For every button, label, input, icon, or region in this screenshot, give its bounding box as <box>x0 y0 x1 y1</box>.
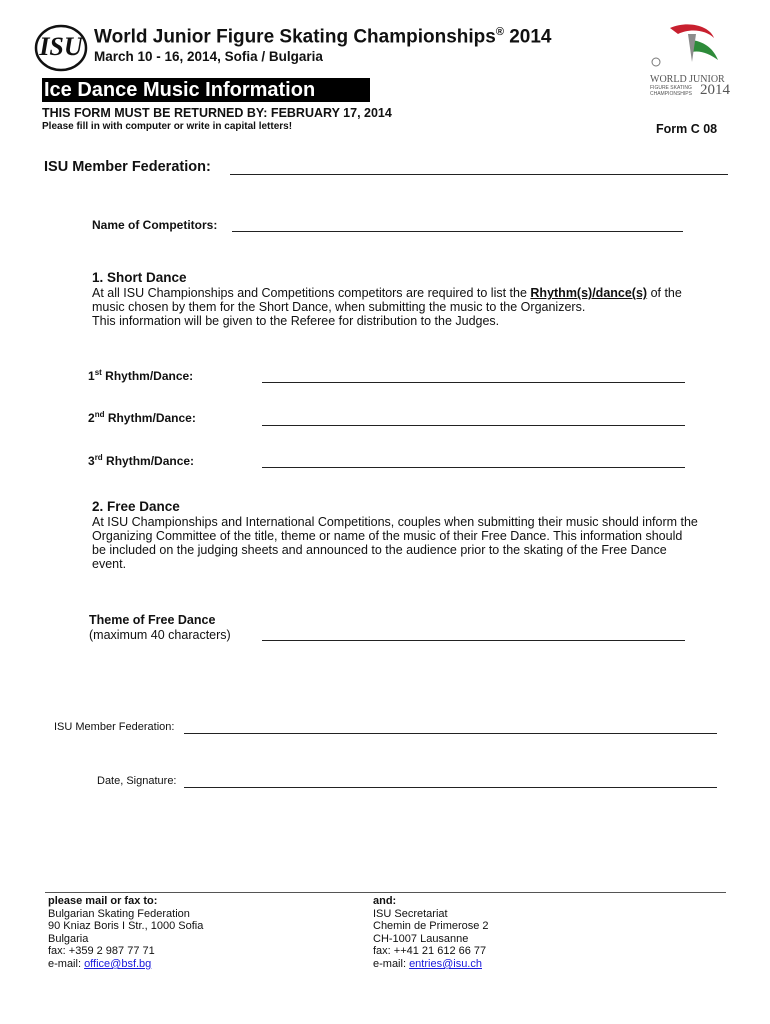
event-logo-line1: WORLD JUNIOR <box>650 74 725 85</box>
footer-right-heading: and: <box>373 895 397 907</box>
footer-right-line: fax: ++41 21 612 66 77 <box>373 945 487 958</box>
free-dance-text <box>92 515 742 571</box>
short-dance-text-2: of the <box>647 286 682 300</box>
rhythm-row-2 <box>88 410 196 425</box>
rhythm-num: 3 <box>88 454 95 468</box>
rhythm-num: 2 <box>88 411 95 425</box>
footer-left <box>48 895 203 971</box>
short-dance-line3: This information will be given to the Referee for distribution to the Judges. <box>92 314 500 328</box>
theme-label: Theme of Free Dance <box>89 613 216 627</box>
skater-swoosh-icon <box>648 22 734 76</box>
date-signature-field[interactable] <box>184 787 717 788</box>
date-signature-label: Date, Signature: <box>97 775 177 787</box>
footer-left-line: 90 Kniaz Boris I Str., 1000 Sofia <box>48 920 204 933</box>
event-logo-line2: FIGURE SKATING <box>650 85 692 91</box>
competitors-field[interactable] <box>232 231 683 232</box>
registered-mark: ® <box>495 26 504 38</box>
signature-federation-field[interactable] <box>184 733 717 734</box>
bsf-email-link[interactable]: office@bsf.bg <box>84 957 152 970</box>
free-dance-title: 2. Free Dance <box>92 499 180 514</box>
rhythm-num: 1 <box>88 369 95 383</box>
fill-instructions: Please fill in with computer or write in capital letters! <box>42 121 293 132</box>
isu-email-link[interactable]: entries@isu.ch <box>409 957 482 970</box>
footer-right-line: ISU Secretariat <box>373 907 448 920</box>
rhythm-ordinal: st <box>94 368 102 377</box>
rhythm-2-field[interactable] <box>262 425 685 426</box>
footer-divider <box>45 892 726 893</box>
short-dance-title: 1. Short Dance <box>92 270 187 285</box>
free-dance-line: event. <box>92 557 127 571</box>
form-code: Form C 08 <box>656 122 718 136</box>
short-dance-line2: music chosen by them for the Short Dance, when submitting the music to the Organizers. <box>92 300 586 314</box>
footer-right-line: Chemin de Primerose 2 <box>373 920 489 933</box>
rhythm-ordinal: rd <box>94 453 103 462</box>
footer-left-line: Bulgarian Skating Federation <box>48 907 190 920</box>
federation-label: ISU Member Federation: <box>44 159 211 175</box>
footer-left-line: Bulgaria <box>48 932 89 945</box>
email-prefix: e-mail: <box>48 957 85 970</box>
event-dates: March 10 - 16, 2014, Sofia / Bulgaria <box>94 49 323 64</box>
short-dance-text-1: At all ISU Championships and Competitions competitors are required to list the <box>92 286 531 300</box>
rhythm-1-field[interactable] <box>262 382 685 383</box>
rhythm-emphasis: Rhythm(s)/dance(s) <box>530 286 648 300</box>
title-text: World Junior Figure Skating Championships <box>94 26 496 48</box>
signature-federation-label: ISU Member Federation: <box>54 721 175 733</box>
theme-note: (maximum 40 characters) <box>89 628 231 642</box>
isu-logo <box>34 24 88 72</box>
title-year: 2014 <box>509 26 552 48</box>
form-heading: Ice Dance Music Information <box>42 78 370 102</box>
footer-right <box>373 895 489 971</box>
footer-left-line: fax: +359 2 987 77 71 <box>48 945 155 958</box>
free-dance-line: be included on the judging sheets and announced to the audience prior to the skating of the Free Dance <box>92 543 667 557</box>
footer-left-heading: please mail or fax to: <box>48 895 158 907</box>
free-dance-line: Organizing Committee of the title, theme or name of the music of their Free Dance. This information should <box>92 529 683 543</box>
footer-right-line: CH-1007 Lausanne <box>373 932 469 945</box>
footer-left-email-row <box>48 958 203 971</box>
page-title <box>94 26 552 48</box>
deadline-notice: THIS FORM MUST BE RETURNED BY: FEBRUARY 17, 2014 <box>42 106 392 120</box>
rhythm-row-3 <box>88 453 194 468</box>
event-logo-year: 2014 <box>700 82 730 98</box>
rhythm-row-1 <box>88 368 193 383</box>
email-prefix: e-mail: <box>373 957 410 970</box>
free-dance-line: At ISU Championships and International Competitions, couples when submitting their music should inform the <box>92 515 698 529</box>
rhythm-label: Rhythm/Dance: <box>105 369 194 383</box>
rhythm-ordinal: nd <box>94 410 105 419</box>
event-logo <box>648 22 734 102</box>
theme-field[interactable] <box>262 640 685 641</box>
footer-right-email-row <box>373 958 489 971</box>
rhythm-3-field[interactable] <box>262 467 685 468</box>
rhythm-label: Rhythm/Dance: <box>106 454 195 468</box>
rhythm-label: Rhythm/Dance: <box>107 411 196 425</box>
event-logo-line3: CHAMPIONSHIPS <box>650 91 692 97</box>
isu-logo-text: ISU <box>39 32 83 61</box>
short-dance-text <box>92 286 732 328</box>
competitors-label: Name of Competitors: <box>92 218 218 232</box>
federation-field[interactable] <box>230 174 728 175</box>
